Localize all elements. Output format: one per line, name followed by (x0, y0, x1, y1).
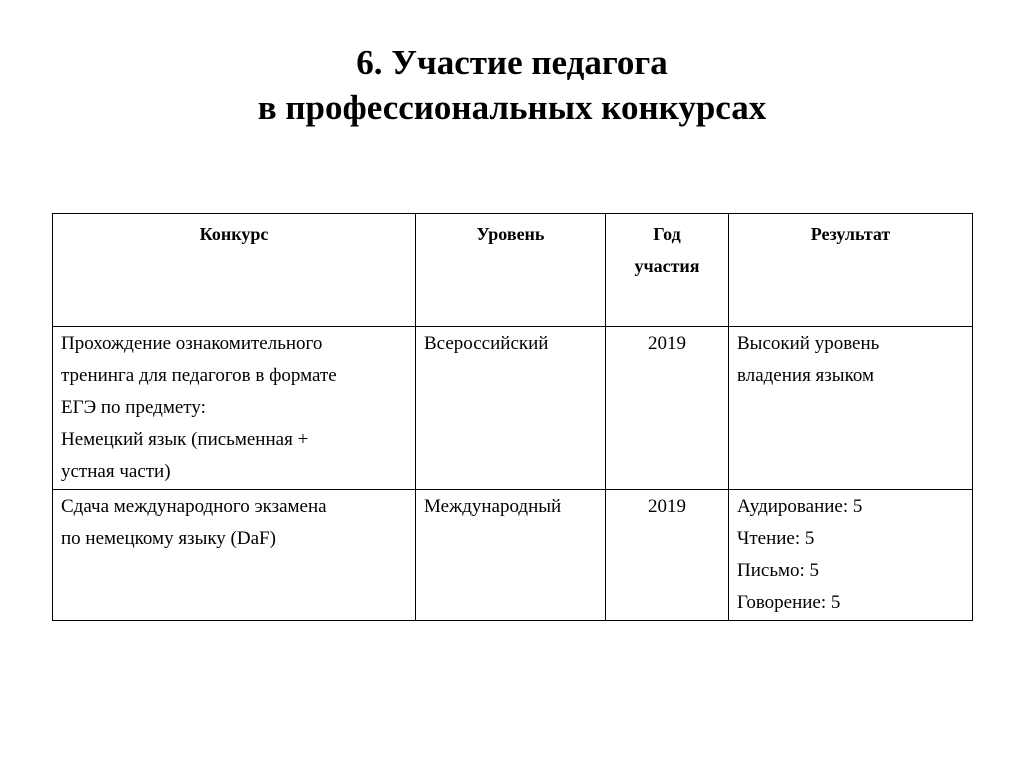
cell-result (729, 327, 973, 490)
header-year-line-2: участия (634, 256, 700, 276)
cell-year: 2019 (606, 327, 729, 490)
contests-table (52, 213, 973, 621)
header-year (606, 214, 729, 327)
page-title (0, 40, 1024, 130)
header-result: Результат (729, 214, 973, 327)
cell-contest (53, 327, 416, 490)
table-row (53, 327, 973, 490)
cell-contest-line: тренинга для педагогов в формате (61, 365, 337, 386)
cell-result-line: Высокий уровень (737, 333, 880, 354)
cell-contest-line: ЕГЭ по предмету: (61, 397, 206, 418)
cell-contest-line: устная части) (61, 461, 171, 482)
cell-contest (53, 490, 416, 621)
cell-contest-line: Прохождение ознакомительного (61, 333, 323, 354)
cell-level: Всероссийский (416, 327, 606, 490)
cell-result-line: Аудирование: 5 (737, 496, 863, 517)
cell-contest-line: Сдача международного экзамена (61, 496, 327, 517)
cell-result (729, 490, 973, 621)
page-title-line-1: 6. Участие педагога (356, 43, 668, 82)
cell-contest-line: Немецкий язык (письменная + (61, 429, 309, 450)
cell-result-line: владения языком (737, 365, 874, 386)
cell-result-line: Письмо: 5 (737, 560, 820, 581)
table-header-row (53, 214, 973, 327)
page-title-line-2: в профессиональных конкурсах (257, 88, 767, 127)
table-row (53, 490, 973, 621)
cell-result-line: Чтение: 5 (737, 528, 815, 549)
header-contest: Конкурс (53, 214, 416, 327)
cell-year: 2019 (606, 490, 729, 621)
cell-contest-line: по немецкому языку (DaF) (61, 528, 276, 549)
cell-level: Международный (416, 490, 606, 621)
cell-result-line: Говорение: 5 (737, 592, 841, 613)
header-year-line-1: Год (653, 224, 681, 244)
header-level: Уровень (416, 214, 606, 327)
